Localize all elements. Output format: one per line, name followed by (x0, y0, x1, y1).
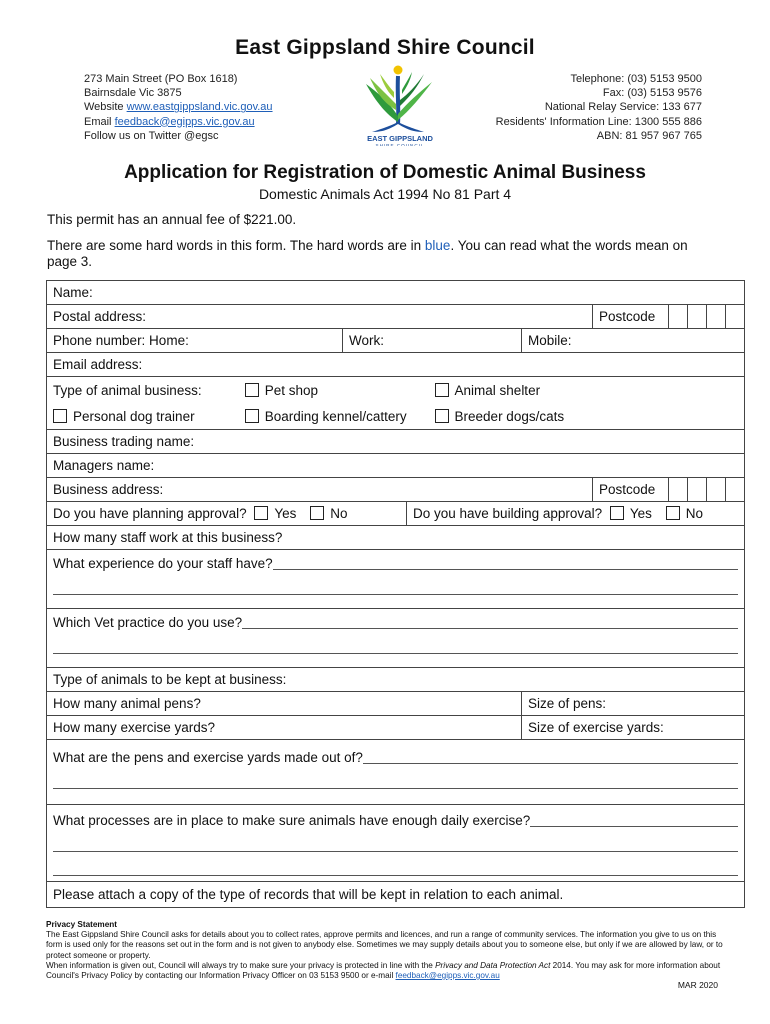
vet-practice-field[interactable]: Which Vet practice do you use? (47, 609, 745, 668)
animal-shelter-option[interactable]: Animal shelter (435, 383, 541, 398)
exercise-process-field[interactable]: What processes are in place to make sure animals have enough daily exercise? (47, 805, 745, 882)
business-type-row-2 (47, 403, 745, 430)
privacy-paragraph-1: The East Gippsland Shire Council asks for details about you to collect rates, approve permits and licences, and run a range of community services. The information you give to us on this form is used only for the reasons set out in the form and is not given to anybody else. Sometimes we may supply details about you to someone else, but only if we are allowed by law, or to protect someone or property. (46, 930, 723, 960)
business-address-field[interactable]: Business address: (47, 478, 593, 502)
postcode-digit[interactable] (707, 305, 726, 329)
privacy-title: Privacy Statement (46, 920, 117, 929)
postcode-digit[interactable] (688, 478, 707, 502)
breeder-option[interactable]: Breeder dogs/cats (435, 409, 565, 424)
phone-mobile-field[interactable]: Mobile: (522, 329, 745, 353)
hard-words-text: There are some hard words in this form. The hard words are in blue. You can read what the words mean on page 3. (47, 238, 688, 269)
animal-types-field[interactable]: Type of animals to be kept at business: (47, 668, 745, 692)
relay-line: National Relay Service: 133 677 (544, 101, 702, 114)
planning-no-checkbox[interactable] (310, 506, 324, 520)
building-approval-field: Do you have building approval? Yes No (407, 502, 745, 526)
abn-line: ABN: 81 957 967 765 (596, 129, 702, 142)
website-link[interactable]: www.eastgippsland.vic.gov.au (126, 101, 273, 114)
logo-text-main: EAST GIPPSLAND (367, 134, 433, 143)
council-contact-left (84, 72, 273, 143)
postcode-digit[interactable] (707, 478, 726, 502)
building-yes-checkbox[interactable] (610, 506, 624, 520)
trading-name-field[interactable]: Business trading name: (47, 430, 745, 454)
council-name: East Gippsland Shire Council (235, 36, 535, 59)
address-line: 273 Main Street (PO Box 1618) (84, 73, 238, 85)
application-form (46, 280, 745, 908)
postcode-digit[interactable] (669, 305, 688, 329)
town-line: Bairnsdale Vic 3875 (84, 87, 182, 100)
residents-line: Residents' Information Line: 1300 555 886 (495, 115, 702, 128)
blue-word: blue (424, 238, 451, 253)
boarding-checkbox[interactable] (245, 409, 259, 423)
pens-material-field[interactable]: What are the pens and exercise yards made out of? (47, 740, 745, 805)
phone-work-field[interactable]: Work: (343, 329, 522, 353)
website-line: Website www.eastgippsland.vic.gov.au (84, 101, 273, 114)
staff-count-field[interactable]: How many staff work at this business? (47, 526, 745, 550)
postcode-digit[interactable] (669, 478, 688, 502)
yards-size-field[interactable]: Size of exercise yards: (522, 716, 745, 740)
logo-text-sub: SHIRE COUNCIL (375, 143, 425, 146)
pens-count-field[interactable]: How many animal pens? (47, 692, 522, 716)
postcode-digit[interactable] (726, 305, 745, 329)
business-type-row (47, 377, 745, 404)
pens-size-field[interactable]: Size of pens: (522, 692, 745, 716)
pet-shop-option[interactable]: Pet shop (245, 383, 431, 398)
postal-postcode-label: Postcode (593, 305, 669, 329)
privacy-paragraph-2: When information is given out, Council will always try to make sure your privacy is protected in line with the Privacy and Data Protection Act 2014. You may ask for more information about Council's Privacy Policy by contacting our Information Privacy Officer on 03 5153 9500 or e-mail feedback@egipps.vic.gov.au (46, 960, 721, 981)
form-subtitle: Domestic Animals Act 1994 No 81 Part 4 (258, 186, 512, 202)
email-line: Email feedback@egipps.vic.gov.au (84, 115, 255, 128)
privacy-statement (46, 920, 726, 981)
dog-trainer-checkbox[interactable] (53, 409, 67, 423)
council-logo (358, 64, 442, 146)
postcode-digit[interactable] (726, 478, 745, 502)
postal-address-field[interactable]: Postal address: (47, 305, 593, 329)
fax-line: Fax: (03) 5153 9576 (602, 87, 702, 100)
form-title: Application for Registration of Domestic Animal Business (124, 162, 646, 183)
postcode-digit[interactable] (688, 305, 707, 329)
fee-text: This permit has an annual fee of $221.00. (47, 212, 297, 227)
council-contact-right (496, 72, 702, 143)
email-link[interactable]: feedback@egipps.vic.gov.au (114, 115, 255, 128)
building-no-checkbox[interactable] (666, 506, 680, 520)
animal-shelter-checkbox[interactable] (435, 383, 449, 397)
phone-home-field[interactable]: Phone number: Home: (47, 329, 343, 353)
records-field: Please attach a copy of the type of records that will be kept in relation to each animal. (47, 882, 745, 908)
planning-yes-checkbox[interactable] (254, 506, 268, 520)
form-date-code: MAR 2020 (677, 980, 718, 990)
yards-count-field[interactable]: How many exercise yards? (47, 716, 522, 740)
managers-name-field[interactable]: Managers name: (47, 454, 745, 478)
business-type-label: Type of animal business: (53, 382, 202, 398)
pet-shop-checkbox[interactable] (245, 383, 259, 397)
name-field[interactable]: Name: (47, 281, 745, 305)
boarding-option[interactable]: Boarding kennel/cattery (245, 409, 431, 424)
email-field[interactable]: Email address: (47, 353, 745, 377)
twitter-line: Follow us on Twitter @egsc (84, 129, 219, 142)
business-postcode-label: Postcode (593, 478, 669, 502)
privacy-email-link[interactable]: feedback@egipps.vic.gov.au (395, 971, 500, 981)
telephone-line: Telephone: (03) 5153 9500 (570, 73, 702, 85)
planning-approval-field: Do you have planning approval? Yes No (47, 502, 407, 526)
breeder-checkbox[interactable] (435, 409, 449, 423)
staff-experience-field[interactable]: What experience do your staff have? (47, 550, 745, 609)
dog-trainer-option[interactable]: Personal dog trainer (53, 409, 241, 424)
